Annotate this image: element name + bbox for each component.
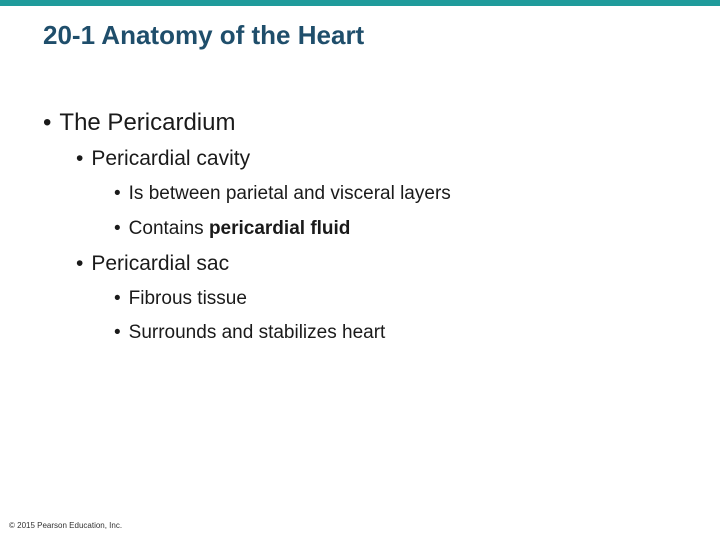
bullet-surrounds-heart xyxy=(114,321,385,345)
bullet-text: Surrounds and stabilizes heart xyxy=(128,322,386,343)
bullet-pericardium xyxy=(43,108,235,138)
bullet-text-bold: pericardial fluid xyxy=(208,218,351,239)
bullet-text: Is between parietal and visceral layers xyxy=(128,183,451,204)
bullet-text: The Pericardium xyxy=(59,109,236,136)
slide-title: 20-1 Anatomy of the Heart xyxy=(43,20,365,50)
bullet-dot: • xyxy=(114,183,121,204)
bullet-dot: • xyxy=(114,288,121,309)
bullet-dot: • xyxy=(76,252,84,275)
bullet-dot: • xyxy=(114,322,121,343)
bullet-between-layers xyxy=(114,182,451,206)
bullet-text-prefix: Contains xyxy=(128,218,209,239)
bullet-contains-fluid xyxy=(114,217,350,241)
bullet-text: Pericardial cavity xyxy=(91,147,251,170)
bullet-fibrous-tissue xyxy=(114,287,247,311)
copyright-notice: © 2015 Pearson Education, Inc. xyxy=(9,521,123,530)
bullet-dot: • xyxy=(76,147,84,170)
bullet-text: Pericardial sac xyxy=(91,252,230,275)
bullet-pericardial-sac xyxy=(76,251,229,277)
bullet-text: Fibrous tissue xyxy=(128,288,247,309)
bullet-pericardial-cavity xyxy=(76,146,250,172)
bullet-dot: • xyxy=(43,109,52,136)
bullet-dot: • xyxy=(114,218,121,239)
